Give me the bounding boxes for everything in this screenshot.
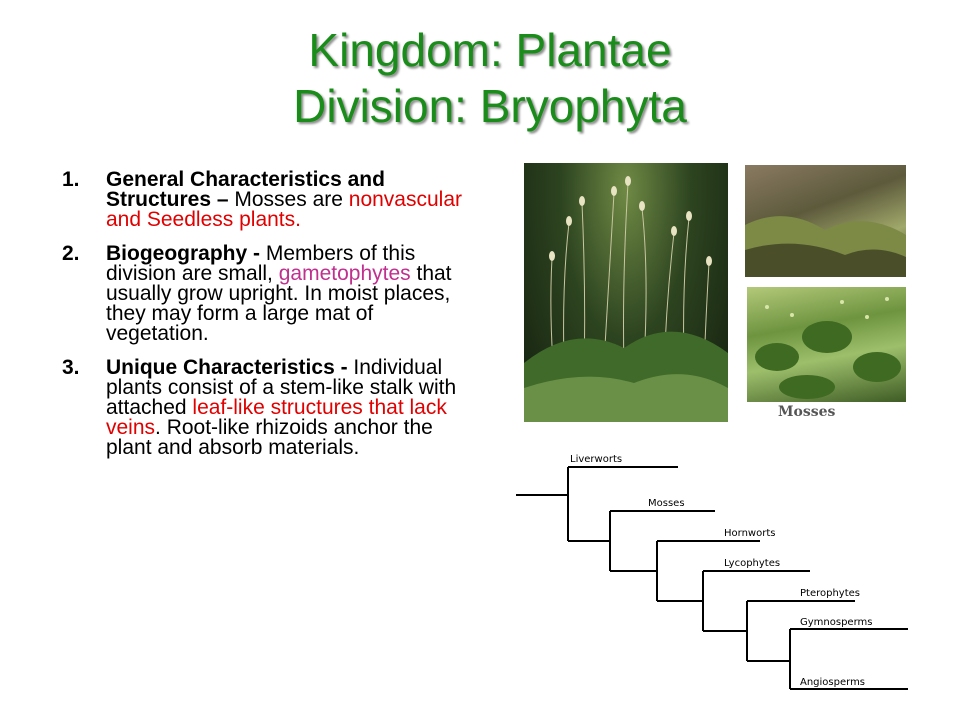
moss-photo-main <box>524 163 728 422</box>
title-line-division: Division: Bryophyta <box>293 80 687 132</box>
list-item <box>62 170 472 230</box>
list-item <box>62 244 472 344</box>
item-number: 1. <box>62 168 80 191</box>
moss-photo-top <box>745 165 906 277</box>
taxon-angiosperms: Angiosperms <box>800 677 866 688</box>
item-heading: Biogeography - <box>106 242 261 265</box>
characteristics-list <box>62 170 472 472</box>
moss-sporophytes-illustration <box>524 163 728 422</box>
taxon-lycophytes: Lycophytes <box>724 558 781 569</box>
item-highlight: leaf-like structures that lack veins <box>106 396 447 439</box>
item-number: 3. <box>62 356 80 379</box>
slide-title <box>0 22 960 134</box>
moss-mat-illustration <box>745 165 906 277</box>
item-highlight: nonvascular and Seedless plants. <box>106 188 462 231</box>
taxon-mosses: Mosses <box>648 498 685 509</box>
item-text-after: that usually grow upright. In moist places, they may form a large mat of vegetation. <box>106 262 452 345</box>
taxon-gymnosperms: Gymnosperms <box>800 617 873 628</box>
photo-caption: Mosses <box>778 404 836 420</box>
cladogram-branches <box>516 467 908 689</box>
item-heading: General Characteristics and Structures – <box>106 168 385 211</box>
taxon-hornworts: Hornworts <box>724 528 776 539</box>
moss-photo-bottom <box>747 287 906 402</box>
taxon-liverworts: Liverworts <box>570 454 623 465</box>
list-item <box>62 358 472 458</box>
item-highlight: gametophytes <box>278 262 411 285</box>
item-text: Individual plants consist of a stem-like stalk with attached <box>106 356 457 419</box>
item-text-after: . Root-like rhizoids anchor the plant and absorb materials. <box>106 416 433 459</box>
plant-cladogram <box>510 445 920 695</box>
item-heading: Unique Characteristics - <box>106 356 348 379</box>
taxon-pterophytes: Pterophytes <box>800 588 860 599</box>
item-text: Mosses are <box>228 188 349 211</box>
title-line-kingdom: Kingdom: Plantae <box>308 24 672 76</box>
item-number: 2. <box>62 242 80 265</box>
moss-closeup-illustration <box>747 287 906 402</box>
item-text: Members of this division are small, <box>106 242 416 285</box>
